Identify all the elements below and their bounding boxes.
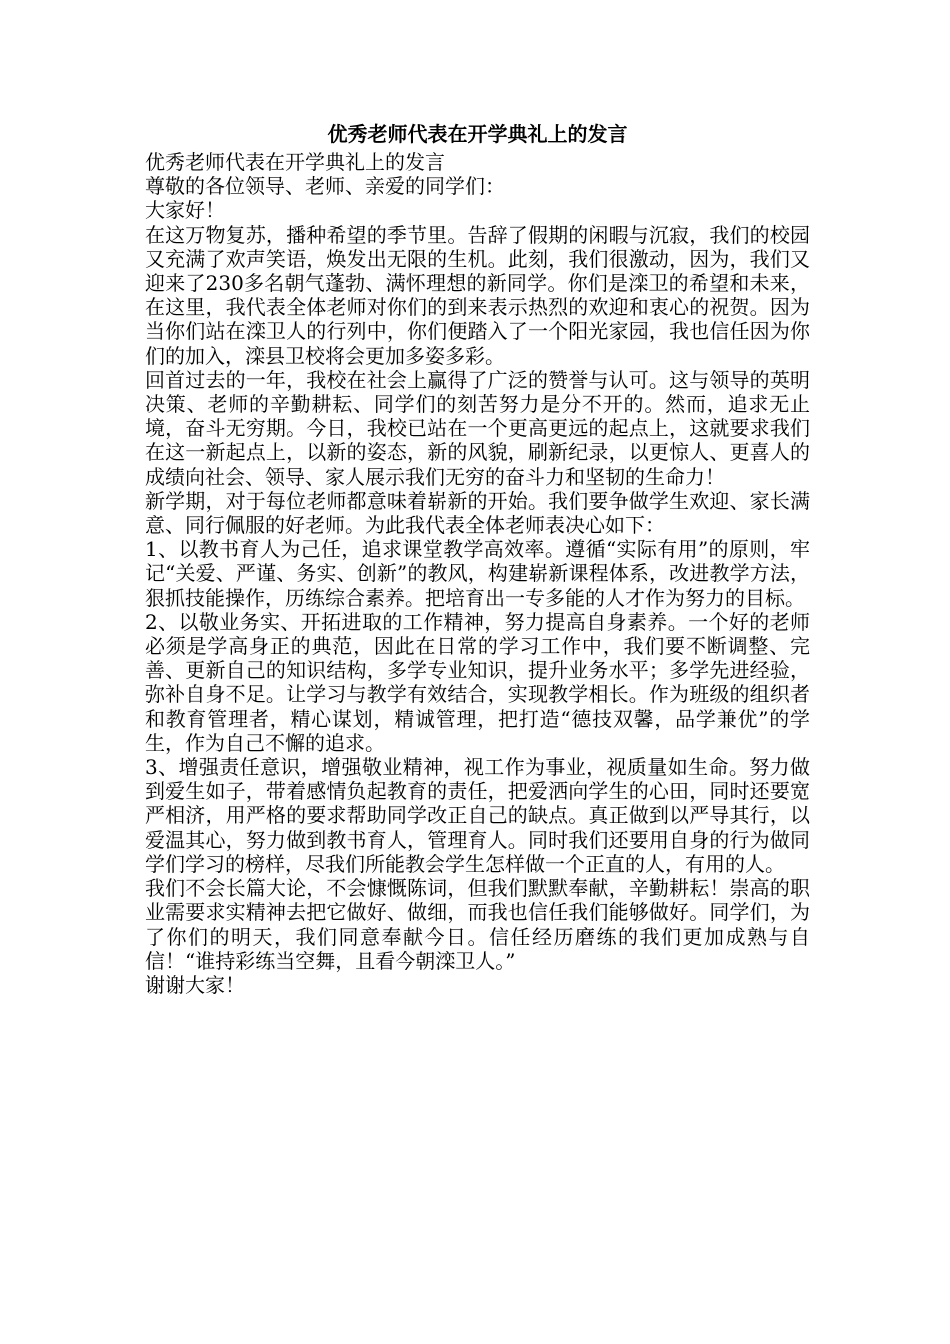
paragraph-salutation: 尊敬的各位领导、老师、亲爱的同学们： — [145, 174, 505, 199]
document-page — [145, 120, 810, 997]
paragraph-review: 回首过去的一年，我校在社会上赢得了广泛的赞誉与认可。这与领导的英明决策、老师的辛勤耕耘、同学们的刻苦努力是分不开的。然而，追求无止境，奋斗无穷期。今日，我校已站在一个更高更远的起点上，这就要求我们在这一新起点上，以新的姿态，新的风貌，刷新纪录，以更惊人、更喜人的成绩向社会、领导、家人展示我们无穷的奋斗力和坚韧的生命力！ — [145, 367, 810, 489]
paragraph-thanks: 谢谢大家！ — [145, 972, 245, 997]
paragraph-subtitle: 优秀老师代表在开学典礼上的发言 — [145, 150, 445, 174]
document-title: 优秀老师代表在开学典礼上的发言 — [327, 122, 628, 146]
paragraph-greeting: 大家好！ — [145, 198, 225, 223]
paragraph-welcome: 在这万物复苏，播种希望的季节里。告辞了假期的闲暇与沉寂，我们的校园又充满了欢声笑语，焕发出无限的生机。此刻，我们很激动，因为，我们又迎来了230多名朝气蓬勃、满怀理想的新同学。你们是滦卫的希望和未来，在这里，我代表全体老师对你们的到来表示热烈的欢迎和衷心的祝贺。因为当你们站在滦卫人的行列中，你们便踏入了一个阳光家园，我也信任因为你们的加入，滦县卫校将会更加多姿多彩。 — [145, 222, 810, 368]
paragraph-point-1: 1、以教书育人为己任，追求课堂教学高效率。遵循“实际有用”的原则，牢记“关爱、严谨、务实、创新”的教风，构建崭新课程体系，改进教学方法，狠抓技能操作，历练综合素养。把培育出一专多能的人才作为努力的目标。 — [145, 537, 810, 610]
paragraph-point-3: 3、增强责任意识，增强敬业精神，视工作为事业，视质量如生命。努力做到爱生如子，带着感情负起教育的责任，把爱洒向学生的心田，同时还要宽严相济，用严格的要求帮助同学改正自己的缺点。真正做到以严导其行，以爱温其心，努力做到教书育人，管理育人。同时我们还要用自身的行为做同学们学习的榜样，尽我们所能教会学生怎样做一个正直的人，有用的人。 — [145, 755, 810, 876]
paragraph-point-2: 2、以敬业务实、开拓进取的工作精神，努力提高自身素养。一个好的老师必须是学高身正的典范，因此在日常的学习工作中，我们要不断调整、完善、更新自己的知识结构，多学专业知识，提升业务水平；多学先进经验，弥补自身不足。让学习与教学有效结合，实现教学相长。作为班级的组织者和教育管理者，精心谋划，精诚管理，把打造“德技双馨，品学兼优”的学生，作为自己不懈的追求。 — [145, 609, 810, 755]
paragraph-new-term: 新学期，对于每位老师都意味着崭新的开始。我们要争做学生欢迎、家长满意、同行佩服的好老师。为此我代表全体老师表决心如下： — [145, 488, 810, 538]
paragraph-commitment: 我们不会长篇大论，不会慷慨陈词，但我们默默奉献，辛勤耕耘！崇高的职业需要求实精神去把它做好、做细，而我也信任我们能够做好。同学们，为了你们的明天，我们同意奉献今日。信任经历磨练的我们更加成熟与自信！“谁持彩练当空舞，且看今朝滦卫人。” — [145, 876, 810, 973]
